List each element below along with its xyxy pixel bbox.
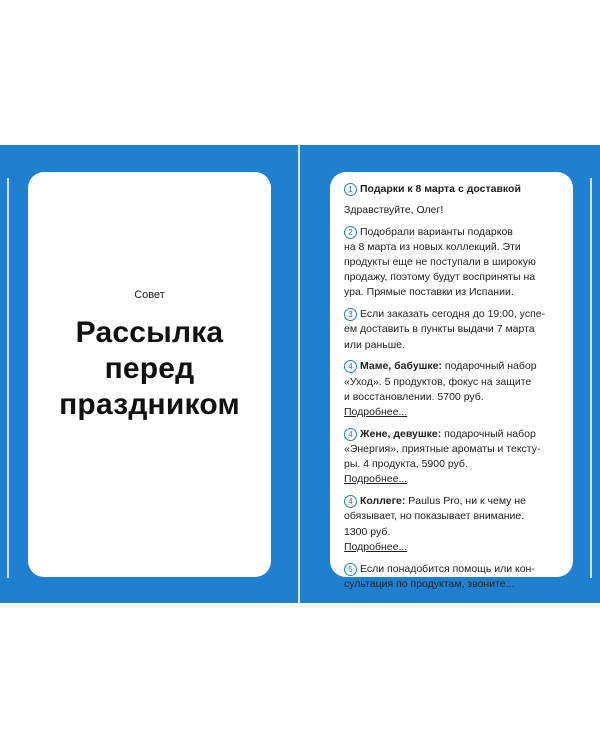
tip-title-line: праздником xyxy=(59,388,240,421)
left-edge-mark xyxy=(7,178,9,578)
offer-mother: 4 Маме, бабушке: подарочный набор «Уход». 5 продуктов, фокус на защите и восстановлении. 5700 руб. Подробнее... xyxy=(344,360,537,419)
step-number-badge: 2 xyxy=(344,226,357,239)
email-card xyxy=(330,172,573,590)
email-subject xyxy=(344,182,564,197)
email-help: 5 Если понадобится помощь или кон- сультация по продуктам, звоните... xyxy=(344,562,535,590)
tip-label: Совет xyxy=(134,289,165,301)
tip-title-line: Рассылка xyxy=(75,316,224,349)
tip-title xyxy=(28,315,271,423)
offer-colleague: 4 Коллеге: Paulus Pro, ни к чему не обязывает, но показывает внимание. 1300 руб. Подробнее... xyxy=(344,495,526,553)
email-body xyxy=(344,182,564,599)
step-number-badge: 4 xyxy=(344,428,357,441)
more-link[interactable]: Подробнее... xyxy=(344,406,408,419)
tip-card xyxy=(28,172,271,577)
page-divider xyxy=(298,145,300,603)
email-delivery: 3 Если заказать сегодня до 19:00, успе- ем доставить в пункты выдачи 7 марта или раньше. xyxy=(344,308,546,351)
more-link[interactable]: Подробнее... xyxy=(344,473,408,486)
step-number-badge: 4 xyxy=(344,360,357,373)
email-intro: 2 Подобрали варианты подарков на 8 марта из новых коллекций. Эти продукты еще не поступали в широкую продажу, поэтому будут восприняты на ура. Прямые поставки из Испании. xyxy=(344,225,536,299)
right-edge-mark xyxy=(590,178,592,578)
step-number-badge: 4 xyxy=(344,495,357,508)
blue-background-band xyxy=(0,145,600,603)
more-link[interactable]: Подробнее... xyxy=(344,540,408,553)
step-number-badge: 5 xyxy=(344,563,357,576)
subject-text: Подарки к 8 марта с доставкой xyxy=(360,183,521,195)
tip-title-line: перед xyxy=(104,352,195,385)
email-greeting: Здравствуйте, Олег! xyxy=(344,203,444,216)
offer-wife: 4 Жене, девушке: подарочный набор «Энергия», приятные ароматы и тексту- ры. 4 продукта, 5900 руб. Подробнее... xyxy=(344,427,541,486)
step-number-badge: 3 xyxy=(344,308,357,321)
step-number-badge: 1 xyxy=(344,183,357,196)
